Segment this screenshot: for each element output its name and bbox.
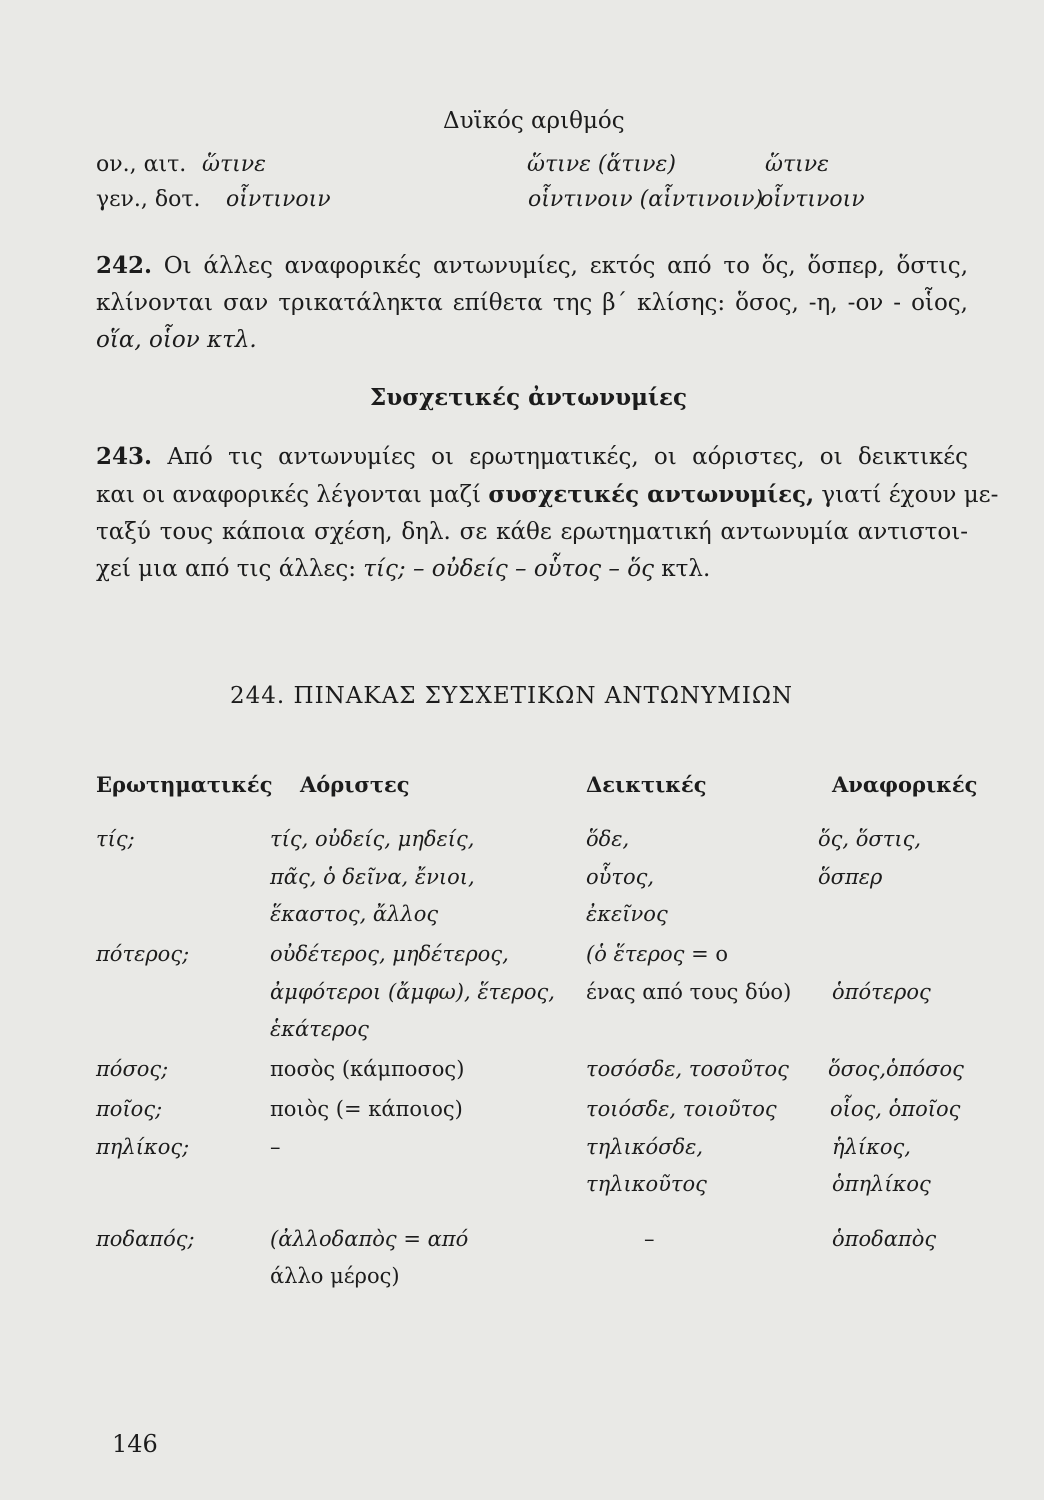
table-cell: πόσος; (96, 1057, 169, 1081)
paragraph-line: κτλ. (653, 556, 711, 582)
paragraph-line: και οι αναφορικές λέγονται μαζί (96, 482, 489, 508)
table-cell: ποδαπός; (96, 1227, 195, 1251)
table-cell: – (270, 1135, 281, 1159)
table-cell: (ἀλλοδαπὸς = από (270, 1227, 469, 1251)
section-243 (96, 438, 999, 588)
table-cell: τηλικοῦτος (586, 1172, 707, 1196)
table-title: 244. ΠΙΝΑΚΑΣ ΣΥΣΧΕΤΙΚΩΝ ΑΝΤΩΝΥΜΙΩΝ (230, 683, 794, 709)
table-cell: ὁπότερος (832, 980, 931, 1004)
paragraph-line: κλίνονται σαν τρικατάληκτα επίθετα της β΄ κλίσης: ὅσος, -η, -ον - οἷος, (96, 290, 968, 316)
dual-cell: ὥτινε (ἅτινε) (527, 152, 676, 177)
table-cell: τηλικόσδε, (586, 1135, 704, 1159)
table-cell: ὅδε, (586, 827, 630, 851)
table-cell: τοιόσδε, τοιοῦτος (586, 1097, 777, 1121)
section-number: 243. (96, 443, 153, 470)
cell-part: = ο (684, 942, 729, 966)
table-cell (586, 942, 728, 966)
dual-row-label: ον., αιτ. (96, 152, 187, 177)
table-cell: οὐδέτερος, μηδέτερος, (270, 942, 509, 966)
dual-title: Δυϊκός αριθμός (443, 108, 625, 134)
table-cell: ἑκάτερος (270, 1017, 369, 1041)
dual-cell: οἷντινοιν (αἷντινοιν) (528, 187, 764, 212)
dual-cell: ὥτινε (765, 152, 829, 177)
table-cell: ἐκεῖνος (586, 902, 668, 926)
table-cell: τοσόσδε, τοσοῦτος (586, 1057, 789, 1081)
column-header: Αναφορικές (832, 772, 978, 797)
table-cell: ποῖος; (96, 1097, 163, 1121)
table-cell: ένας από τους δύο) (586, 980, 792, 1004)
table-cell: ὁπηλίκος (832, 1172, 931, 1196)
cell-part: (ὁ ἕτερος (586, 942, 685, 966)
table-cell: πότερος; (96, 942, 190, 966)
paragraph-line: Από τις αντωνυμίες οι ερωτηματικές, οι αόριστες, οι δεικτικές (167, 444, 969, 470)
table-cell: ὅσπερ (818, 865, 883, 889)
paragraph-line: χεί μια από τις άλλες: (96, 556, 364, 582)
page-number: 146 (112, 1430, 158, 1458)
key-term: συσχετικές αντωνυμίες, (488, 481, 815, 508)
paragraph-line: Οι άλλες αναφορικές αντωνυμίες, εκτός από το ὅς, ὅσπερ, ὅστις, (163, 253, 969, 279)
dual-cell: οἷντινοιν (760, 187, 865, 212)
column-header: Δεικτικές (586, 772, 707, 797)
paragraph-line: γιατί έχουν με- (814, 482, 999, 508)
table-cell: πηλίκος; (96, 1135, 190, 1159)
dual-cell: οἷντινοιν (226, 187, 331, 212)
table-cell: τίς; (96, 827, 135, 851)
paragraph-line: ταξύ τους κάποια σχέση, δηλ. σε κάθε ερωτηματική αντωνυμία αντιστοι- (96, 519, 968, 545)
table-cell: οἷος, ὁποῖος (830, 1097, 961, 1121)
table-cell: ὅσος,ὁπόσος (828, 1057, 964, 1081)
table-cell: ἡλίκος, (832, 1135, 911, 1159)
dual-row-label: γεν., δοτ. (96, 187, 201, 212)
column-header: Ερωτηματικές (96, 772, 273, 797)
table-cell: ποιὸς (= κάποιος) (270, 1097, 463, 1121)
table-cell: – (644, 1227, 655, 1251)
table-cell: ἕκαστος, ἄλλος (270, 902, 439, 926)
table-cell: άλλο μέρος) (270, 1264, 400, 1288)
table-cell: πᾶς, ὁ δεῖνα, ἔνιοι, (270, 865, 475, 889)
column-header: Αόριστες (300, 772, 410, 797)
paragraph-line: οἵα, οἷον κτλ. (96, 327, 257, 353)
table-cell: οὗτος, (586, 865, 655, 889)
section-heading: Συσχετικές ἀντωνυμίες (370, 384, 688, 411)
table-cell: ποσὸς (κάμποσος) (270, 1057, 465, 1081)
dual-cell: ὥτινε (202, 152, 266, 177)
table-cell: ὅς, ὅστις, (818, 827, 922, 851)
table-cell: ὁποδαπὸς (832, 1227, 937, 1251)
section-number: 242. (96, 252, 153, 279)
table-cell: τίς, οὐδείς, μηδείς, (270, 827, 475, 851)
section-242 (96, 247, 968, 359)
example-words: τίς; – οὐδείς – οὗτος – ὅς (363, 556, 654, 582)
table-cell: ἀμφότεροι (ἄμφω), ἕτερος, (270, 980, 555, 1004)
